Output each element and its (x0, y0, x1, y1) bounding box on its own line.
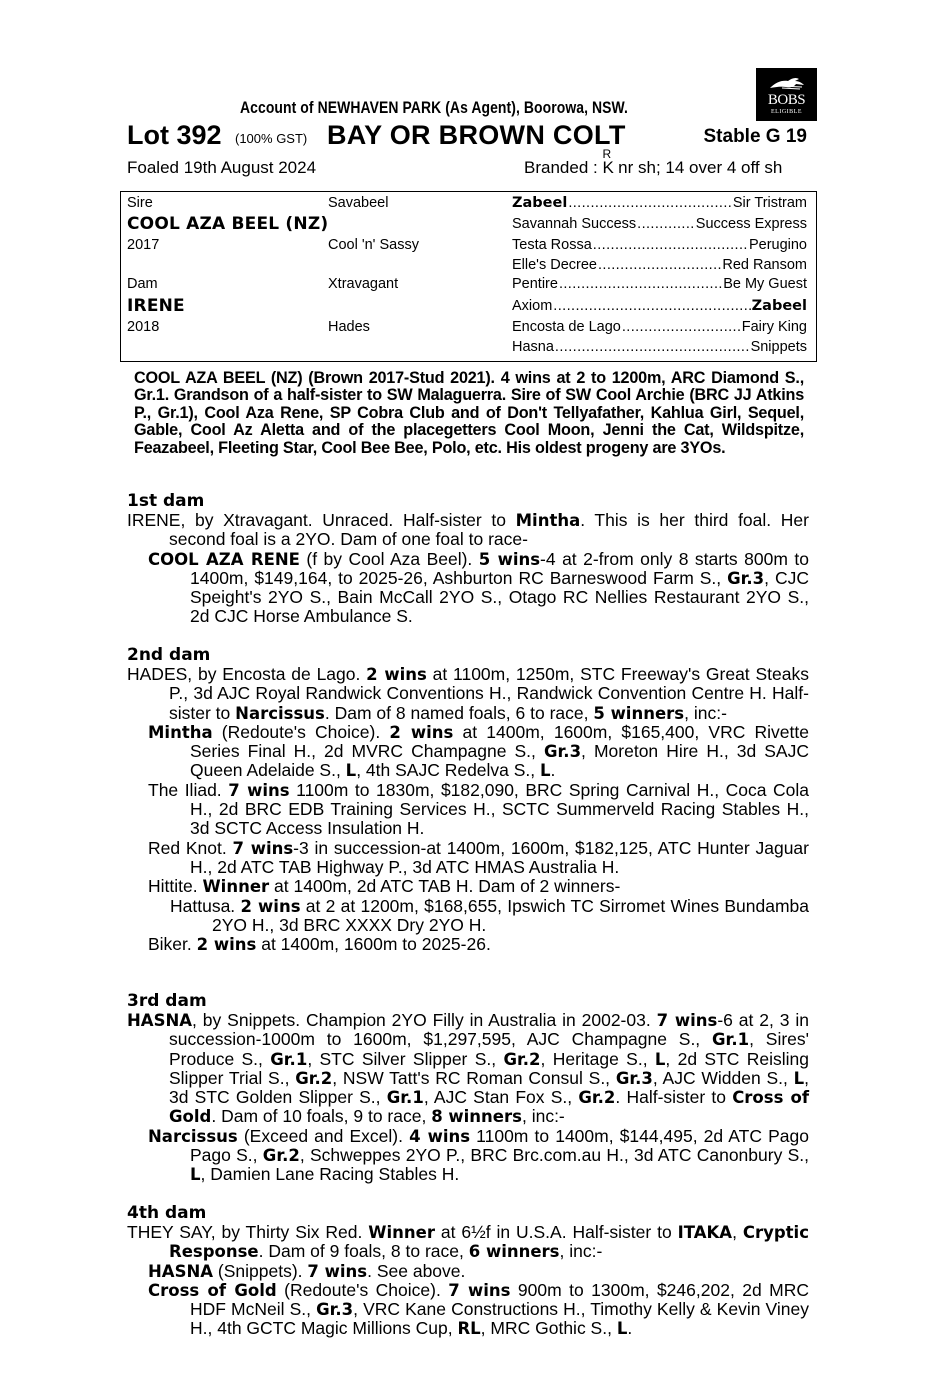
text: , VRC Kane Constructions H., Timothy Kelly & Kevin Viney H., 4th GCTC Magic Millions Cup, (190, 1299, 809, 1339)
ancestor-row (512, 298, 807, 318)
brand-mark (602, 147, 614, 178)
bold-text: Winner (368, 1223, 435, 1242)
text: at 1400m, 1600m to 2025-26. (256, 934, 491, 955)
text: , 4th SAJC Redelva S., (356, 760, 541, 781)
leader-dots (637, 216, 695, 232)
text: at 2 at 1200m, $168,655, Ipswich TC Sirromet Wines Bundamba 2YO H., 3d BRC XXXX Dry 2YO H. (212, 895, 809, 935)
text: . (627, 1318, 633, 1339)
branded-info (524, 147, 783, 178)
bold-text: Narcissus (148, 1126, 238, 1146)
text: . (550, 760, 556, 781)
foaled-date: Foaled 19th August 2024 (127, 158, 317, 177)
sire-year: 2017 (127, 237, 160, 253)
progeny-entry (127, 1281, 809, 1339)
bold-text: COOL AZA RENE (148, 549, 300, 569)
bold-text: Narcissus (235, 703, 325, 723)
section-heading: 4th dam (127, 1203, 207, 1223)
text: -4 at 2-from only 8 starts 800m to 1400m, $149,164, to 2025-26, Ashburton RC Barneswood Farm S., (190, 548, 809, 588)
sire-name: COOL AZA BEEL (NZ) (127, 214, 329, 234)
lot-line (127, 120, 817, 152)
branded-details: nr sh; 14 over 4 off sh (613, 158, 783, 177)
section-entries (127, 511, 809, 627)
leader-dots (598, 257, 721, 273)
brand-mark-bottom: K (602, 158, 614, 177)
text: (Redoute's Choice). (212, 721, 390, 742)
vendor-account: Account of NEWHAVEN PARK (As Agent), Boorowa, NSW. (240, 98, 628, 117)
brand-mark-top: R (602, 147, 612, 161)
text: , AJC Stan Fox S., (423, 1087, 579, 1108)
leader-dots (568, 195, 732, 211)
dam-entry (127, 1011, 809, 1127)
pedigree-table (120, 191, 817, 362)
bold-text: Gr.2 (262, 1146, 300, 1166)
text: IRENE, by Xtravagant. Unraced. Half-sister to (127, 510, 516, 530)
bold-text: Gr.3 (615, 1068, 653, 1088)
gst-note: (100% GST) (235, 131, 308, 146)
bobs-eligible-logo (756, 68, 817, 121)
logo-brand-text: BOBS (767, 92, 806, 108)
bold-text: Gr.1 (386, 1088, 424, 1108)
bold-text: 2 wins (240, 896, 301, 916)
text: , STC Silver Slipper S., (307, 1048, 504, 1069)
text: at 1400m, 1600m, $165,400, VRC Rivette Series Final H., 2d MVRC Champagne S., (190, 721, 809, 762)
bold-text: HASNA (127, 1011, 193, 1030)
ancestor-row (512, 216, 807, 236)
horse-description: BAY OR BROWN COLT (327, 120, 626, 150)
progeny-entry (127, 839, 809, 878)
ancestor-row (512, 257, 807, 277)
text: HADES, by Encosta de Lago. (127, 664, 367, 684)
text: , 3d STC Golden Slipper S., (169, 1067, 809, 1108)
text: , AJC Widden S., (652, 1067, 794, 1088)
ancestor-left: Axiom (512, 298, 553, 314)
text: , Damien Lane Racing Stables H. (200, 1164, 460, 1185)
section-heading: 1st dam (127, 491, 205, 511)
bold-text: Gr.1 (270, 1049, 308, 1069)
bold-text: 2 wins (366, 665, 427, 684)
dam-sire: Xtravagant (328, 276, 399, 292)
ancestor-right: Fairy King (741, 319, 807, 335)
bold-text: 4 wins (409, 1126, 471, 1146)
bold-text: 7 wins (656, 1011, 718, 1030)
text: -3 in succession-at 1400m, 1600m, $182,125, ATC Hunter Jaguar H., 2d ATC TAB Highway P., 3d ATC HMAS Australia H. (190, 837, 809, 877)
ancestor-right: Perugino (748, 237, 807, 253)
text: . This is her third foal. Her second foal is a 2YO. Dam of one foal to race- (169, 510, 809, 550)
sire-summary: COOL AZA BEEL (NZ) (Brown 2017-Stud 2021). 4 wins at 2 to 1200m, ARC Diamond S., Gr.1. Grandson of a half-sister to SW Malaguerra. Sire of SW Cool Archie (BRC JJ Atkins P., Gr.1), Cool Aza Rene, SP Cobra Club and of Don't Tellyafather, Kahlua Girl, Sequel, Gable, Cool Az Aletta and of the placegetters Cool Moon, Jenni the Cat, Wildspitze, Feazabeel, Fleeting Star, Cool Bee Bee, Polo, etc. His oldest progeny are 3YOs. (134, 369, 804, 457)
text: , Heritage S., (540, 1048, 655, 1069)
progeny-entry (127, 550, 809, 627)
bold-text: Cryptic Response (169, 1223, 809, 1262)
bold-text: 7 wins (228, 780, 290, 800)
text: . Half-sister to (615, 1087, 733, 1108)
text: , (732, 1222, 743, 1242)
ancestor-left: Testa Rossa (512, 237, 592, 253)
text: 1100m to 1400m, $144,495, 2d ATC Pago Pago S., (190, 1125, 809, 1166)
section-heading: 3rd dam (127, 991, 207, 1011)
ancestor-right: Zabeel (751, 298, 807, 314)
bold-text: Gr.1 (712, 1030, 750, 1050)
bold-text: Cross of Gold (169, 1088, 810, 1127)
bold-text: 5 wins (478, 549, 541, 569)
text: The Iliad. (148, 779, 229, 800)
section-entries (127, 1011, 809, 1185)
leader-dots (559, 276, 722, 292)
text: (Exceed and Excel). (237, 1125, 410, 1146)
sire-dam: Cool 'n' Sassy (328, 237, 419, 253)
ancestor-left: Zabeel (512, 195, 568, 211)
progeny-entry (127, 897, 809, 936)
ancestor-left: Pentire (512, 276, 558, 292)
leader-dots (593, 237, 748, 253)
progeny-entry (127, 1127, 809, 1185)
progeny-entry (127, 877, 809, 896)
bold-text: Gr.2 (503, 1049, 541, 1069)
horse-head-icon (766, 74, 806, 92)
progeny-entry (127, 781, 809, 839)
bold-text: Gr.3 (543, 742, 582, 762)
bold-text: Winner (202, 877, 270, 897)
bold-text: 7 wins (232, 838, 294, 858)
ancestor-right: Be My Guest (723, 276, 807, 292)
ancestor-left: Encosta de Lago (512, 319, 621, 335)
text: , 2d STC Reisling Slipper Trial S., (169, 1048, 809, 1088)
bold-text: L (190, 1165, 201, 1185)
section-entries (127, 1223, 809, 1339)
dam-dam: Hades (328, 319, 370, 335)
bold-text: Cross of Gold (148, 1280, 277, 1300)
text: 900m to 1300m, $246,202, 2d MRC HDF McNeil S., (190, 1279, 809, 1320)
ancestor-right: Sir Tristram (732, 195, 807, 211)
logo-subtitle-text: ELIGIBLE (771, 109, 802, 115)
second-dam-section (127, 645, 809, 954)
dam-name: IRENE (127, 296, 185, 316)
text: at 1400m, 2d ATC TAB H. Dam of 2 winners- (269, 876, 621, 897)
ancestor-row (512, 339, 807, 359)
leader-dots (555, 339, 750, 355)
sire-label: Sire (127, 195, 153, 211)
text: Hittite. (148, 876, 203, 897)
lot-number: Lot 392 (127, 120, 222, 150)
leader-dots (622, 319, 741, 335)
text: -6 at 2, 3 in succession-1000m to 1600m, $1,297,595, AJC Champagne S., (169, 1010, 809, 1050)
bold-text: Mintha (515, 511, 581, 530)
bold-text: RL (457, 1319, 481, 1339)
bold-text: HASNA (148, 1261, 214, 1281)
text: , NSW Tatt's RC Roman Consul S., (332, 1067, 616, 1088)
bold-text: ITAKA (677, 1223, 733, 1242)
text: at 1100m, 1250m, STC Freeway's Great Steaks P., 3d AJC Royal Randwick Conventions H., Randwick Convention Centre H. Half-sister to (169, 664, 809, 723)
section-heading: 2nd dam (127, 645, 211, 665)
ancestor-row (512, 276, 807, 296)
ancestor-left: Hasna (512, 339, 554, 355)
text: , Sires' Produce S., (169, 1029, 810, 1069)
text: (Redoute's Choice). (276, 1279, 449, 1300)
section-entries (127, 665, 809, 954)
text: , inc:- (559, 1241, 603, 1262)
first-dam-section (127, 491, 809, 627)
ancestor-left: Elle's Decree (512, 257, 597, 273)
ancestor-left: Savannah Success (512, 216, 637, 232)
bold-text: 7 wins (307, 1261, 368, 1281)
bold-text: 7 wins (448, 1280, 511, 1300)
bold-text: Gr.2 (295, 1068, 333, 1088)
text: Red Knot. (148, 837, 233, 858)
bold-text: 2 wins (389, 722, 454, 742)
bold-text: 2 wins (196, 935, 257, 955)
dam-entry (127, 511, 809, 550)
bold-text: Mintha (148, 722, 213, 742)
text: (Snippets). (213, 1260, 308, 1281)
bold-text: L (345, 761, 357, 781)
ancestor-right: Success Express (695, 216, 807, 232)
stable-location: Stable G 19 (703, 126, 807, 147)
leader-dots (553, 298, 750, 314)
bold-text: 8 winners (431, 1107, 522, 1127)
bold-text: L (793, 1068, 805, 1088)
text: . Dam of 8 named foals, 6 to race, (324, 702, 594, 723)
text: (f by Cool Aza Beel). (299, 548, 479, 569)
progeny-entry (127, 935, 809, 954)
third-dam-section (127, 991, 809, 1185)
text: , CJC Speight's 2YO S., Bain McCall 2YO S., Otago RC Nellies Restaurant 2YO S., 2d CJC Horse Ambulance S. (190, 567, 809, 627)
bold-text: 5 winners (593, 703, 685, 723)
text: , by Snippets. Champion 2YO Filly in Australia in 2002-03. (192, 1010, 657, 1030)
bold-text: L (540, 761, 551, 781)
ancestor-right: Snippets (750, 339, 807, 355)
dam-entry (127, 665, 809, 723)
text: , Schweppes 2YO P., BRC Brc.com.au H., 3d ATC Canonbury S., (299, 1145, 809, 1166)
text: , inc:- (684, 702, 727, 723)
dam-label: Dam (127, 276, 158, 292)
branded-label: Branded : (524, 158, 603, 177)
sire-sire: Savabeel (328, 195, 389, 211)
bold-text: Gr.3 (727, 568, 765, 588)
bold-text: L (616, 1319, 628, 1339)
text: , Moreton Hire H., 3d SAJC Queen Adelaide S., (190, 741, 809, 781)
text: . Dam of 9 foals, 8 to race, (258, 1241, 469, 1262)
text: Hattusa. (170, 895, 241, 916)
text: , inc:- (521, 1106, 565, 1127)
bold-text: L (654, 1049, 666, 1069)
ancestor-row (512, 319, 807, 339)
text: 1100m to 1830m, $182,090, BRC Spring Carnival H., Coca Cola H., 2d BRC EDB Training Services H., SCTC Summerveld Racing Stables H., 3d SCTC Access Insulation H. (190, 779, 809, 839)
text: at 6½f in U.S.A. Half-sister to (434, 1222, 678, 1242)
text: . See above. (367, 1260, 466, 1281)
ancestor-row (512, 195, 807, 215)
bold-text: 6 winners (468, 1242, 560, 1262)
fourth-dam-section (127, 1203, 809, 1339)
ancestor-right: Red Ransom (722, 257, 807, 273)
progeny-entry (127, 1262, 809, 1281)
dam-entry (127, 1223, 809, 1262)
text: Biker. (148, 934, 197, 955)
text: . Dam of 10 foals, 9 to race, (211, 1106, 432, 1127)
ancestor-row (512, 237, 807, 257)
bold-text: Gr.2 (578, 1088, 616, 1108)
bold-text: Gr.3 (316, 1300, 354, 1320)
text: , MRC Gothic S., (480, 1318, 617, 1339)
text: THEY SAY, by Thirty Six Red. (127, 1222, 369, 1242)
dam-year: 2018 (127, 319, 160, 335)
progeny-entry (127, 723, 809, 781)
